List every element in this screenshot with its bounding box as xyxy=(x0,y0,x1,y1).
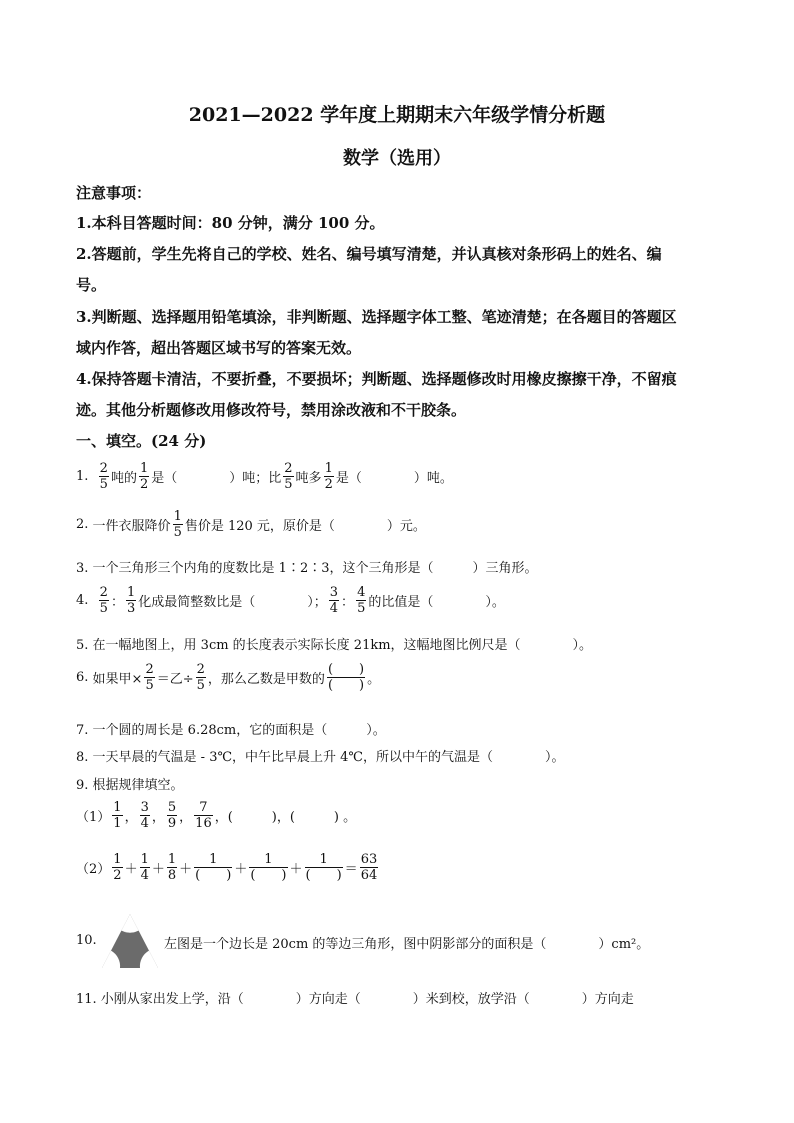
question-5: 5. 在一幅地图上，用 3cm 的长度表示实际长度 21km，这幅地图比例尺是（ ）。 xyxy=(76,638,593,653)
shaded-triangle-diagram xyxy=(100,912,160,970)
question-number: 1. xyxy=(76,469,89,484)
question-text: ＝乙÷ xyxy=(156,672,194,687)
question-text: 是（ ）吨。 xyxy=(335,471,453,486)
question-number: 4. xyxy=(76,593,89,608)
note-2b: 号。 xyxy=(76,276,107,294)
fraction: $\frac{2}{5}$ xyxy=(145,662,154,693)
note-4a: 4.保持答题卡清洁，不要折叠，不要损坏；判断题、选择题修改时用橡皮擦擦干净，不留痕 xyxy=(76,370,677,388)
question-text: 吨的 xyxy=(110,471,137,486)
answer-blank-fraction: $\frac{( )}{( )}$ xyxy=(327,662,365,693)
question-7: 7. 一个圆的周长是 6.28cm，它的面积是（ ）。 xyxy=(76,723,386,738)
question-8: 8. 一天早晨的气温是 - 3℃，中午比早晨上升 4℃，所以中午的气温是（ ）。 xyxy=(76,750,565,765)
part-label: （1） xyxy=(76,810,111,825)
note-3b: 域内作答，超出答题区域书写的答案无效。 xyxy=(76,339,362,357)
question-11: 11. 小刚从家出发上学，沿（ ）方向走（ ）米到校，放学沿（ ）方向走 xyxy=(76,992,634,1007)
fraction: $\frac{1}{3}$ xyxy=(126,585,136,616)
note-1: 1.本科目答题时间：80 分钟，满分 100 分。 xyxy=(76,214,385,232)
question-text: ，那么乙数是甲数的 xyxy=(207,672,325,687)
question-9: 9. 根据规律填空。 xyxy=(76,778,184,793)
fraction: $\frac{4}{5}$ xyxy=(357,585,366,616)
fraction: $\frac{3}{4}$ xyxy=(329,585,339,616)
question-text: ，( )，( ) 。 xyxy=(214,810,357,825)
fraction: $\frac{3}{4}$ xyxy=(140,800,149,831)
question-text: 。 xyxy=(367,672,381,687)
answer-blank-fraction: $\frac{1}{( )}$ xyxy=(250,852,287,883)
fraction: $\frac{63}{64}$ xyxy=(360,852,378,883)
fraction: $\frac{1}{5}$ xyxy=(173,509,182,540)
question-text: 售价是 120 元，原价是（ ）元。 xyxy=(184,519,426,534)
fraction: $\frac{2}{5}$ xyxy=(99,585,108,616)
fraction: $\frac{2}{5}$ xyxy=(196,662,205,693)
triangle-figure xyxy=(100,912,160,970)
ratio-colon: ： xyxy=(110,595,124,610)
question-text: 是（ ）吨；比 xyxy=(151,471,282,486)
question-text: 的比值是（ ）。 xyxy=(368,595,505,610)
answer-blank-fraction: $\frac{1}{( )}$ xyxy=(305,852,342,883)
question-text: 化成最简整数比是（ ）； xyxy=(138,595,327,610)
corner-sector xyxy=(122,914,139,933)
ratio-colon: ： xyxy=(341,595,355,610)
fraction: $\frac{1}{4}$ xyxy=(140,852,149,883)
question-4 xyxy=(76,586,505,615)
page-title: 2021—2022 学年度上期期末六年级学情分析题 xyxy=(188,104,606,126)
notes-heading: 注意事项： xyxy=(76,184,152,202)
question-1 xyxy=(76,462,453,491)
question-text: 吨多 xyxy=(295,471,322,486)
fraction: $\frac{5}{9}$ xyxy=(167,800,177,831)
fraction: $\frac{1}{2}$ xyxy=(324,461,333,492)
note-4b: 迹。其他分析题修改用修改符号，禁用涂改液和不干胶条。 xyxy=(76,401,467,419)
answer-blank-fraction: $\frac{1}{( )}$ xyxy=(195,852,232,883)
fraction: $\frac{7}{16}$ xyxy=(195,800,212,831)
question-10-text: 左图是一个边长是 20cm 的等边三角形，图中阴影部分的面积是（ ）cm²。 xyxy=(164,937,650,952)
equals-sign: ＝ xyxy=(344,862,358,877)
fraction: $\frac{2}{5}$ xyxy=(99,461,108,492)
note-2a: 2.答题前，学生先将自己的学校、姓名、编号填写清楚，并认真核对条形码上的姓名、编 xyxy=(76,245,662,263)
section-heading: 一、填空。(24 分) xyxy=(76,432,207,450)
note-3a: 3.判断题、选择题用铅笔填涂，非判断题、选择题字体工整、笔迹清楚；在各题目的答题区 xyxy=(76,308,677,326)
fraction: $\frac{1}{2}$ xyxy=(113,852,122,883)
fraction: $\frac{1}{2}$ xyxy=(139,461,149,492)
question-10-number: 10. xyxy=(76,933,97,948)
fraction: $\frac{2}{5}$ xyxy=(284,461,293,492)
question-3: 3. 一个三角形三个内角的度数比是 1∶2∶3，这个三角形是（ ）三角形。 xyxy=(76,561,538,576)
page-subtitle: 数学（选用） xyxy=(343,148,451,169)
fraction: $\frac{1}{1}$ xyxy=(113,800,122,831)
question-text: 如果甲× xyxy=(92,672,143,687)
question-6 xyxy=(76,663,380,692)
question-9-part-2: （2） $\frac{1}{2}$ ＋ $\frac{1}{4}$ ＋ $\frac{1}{8}$ ＋ $\frac{1}{( )}$ ＋ $\frac{1}{( )}$ ＋ $\frac{1}{( )}$ ＝ $\frac{63}{64}$ xyxy=(76,852,378,883)
part-label: （2） xyxy=(76,862,111,877)
question-number: 6. xyxy=(76,670,89,685)
question-number: 2. xyxy=(76,517,89,532)
question-9-part-1: （1） $\frac{1}{1}$ ， $\frac{3}{4}$ ， $\frac{5}{9}$ ， $\frac{7}{16}$ ，( )，( ) 。 xyxy=(76,800,357,831)
fraction: $\frac{1}{8}$ xyxy=(167,852,177,883)
question-text: 一件衣服降价 xyxy=(92,519,171,534)
question-2 xyxy=(76,510,426,539)
